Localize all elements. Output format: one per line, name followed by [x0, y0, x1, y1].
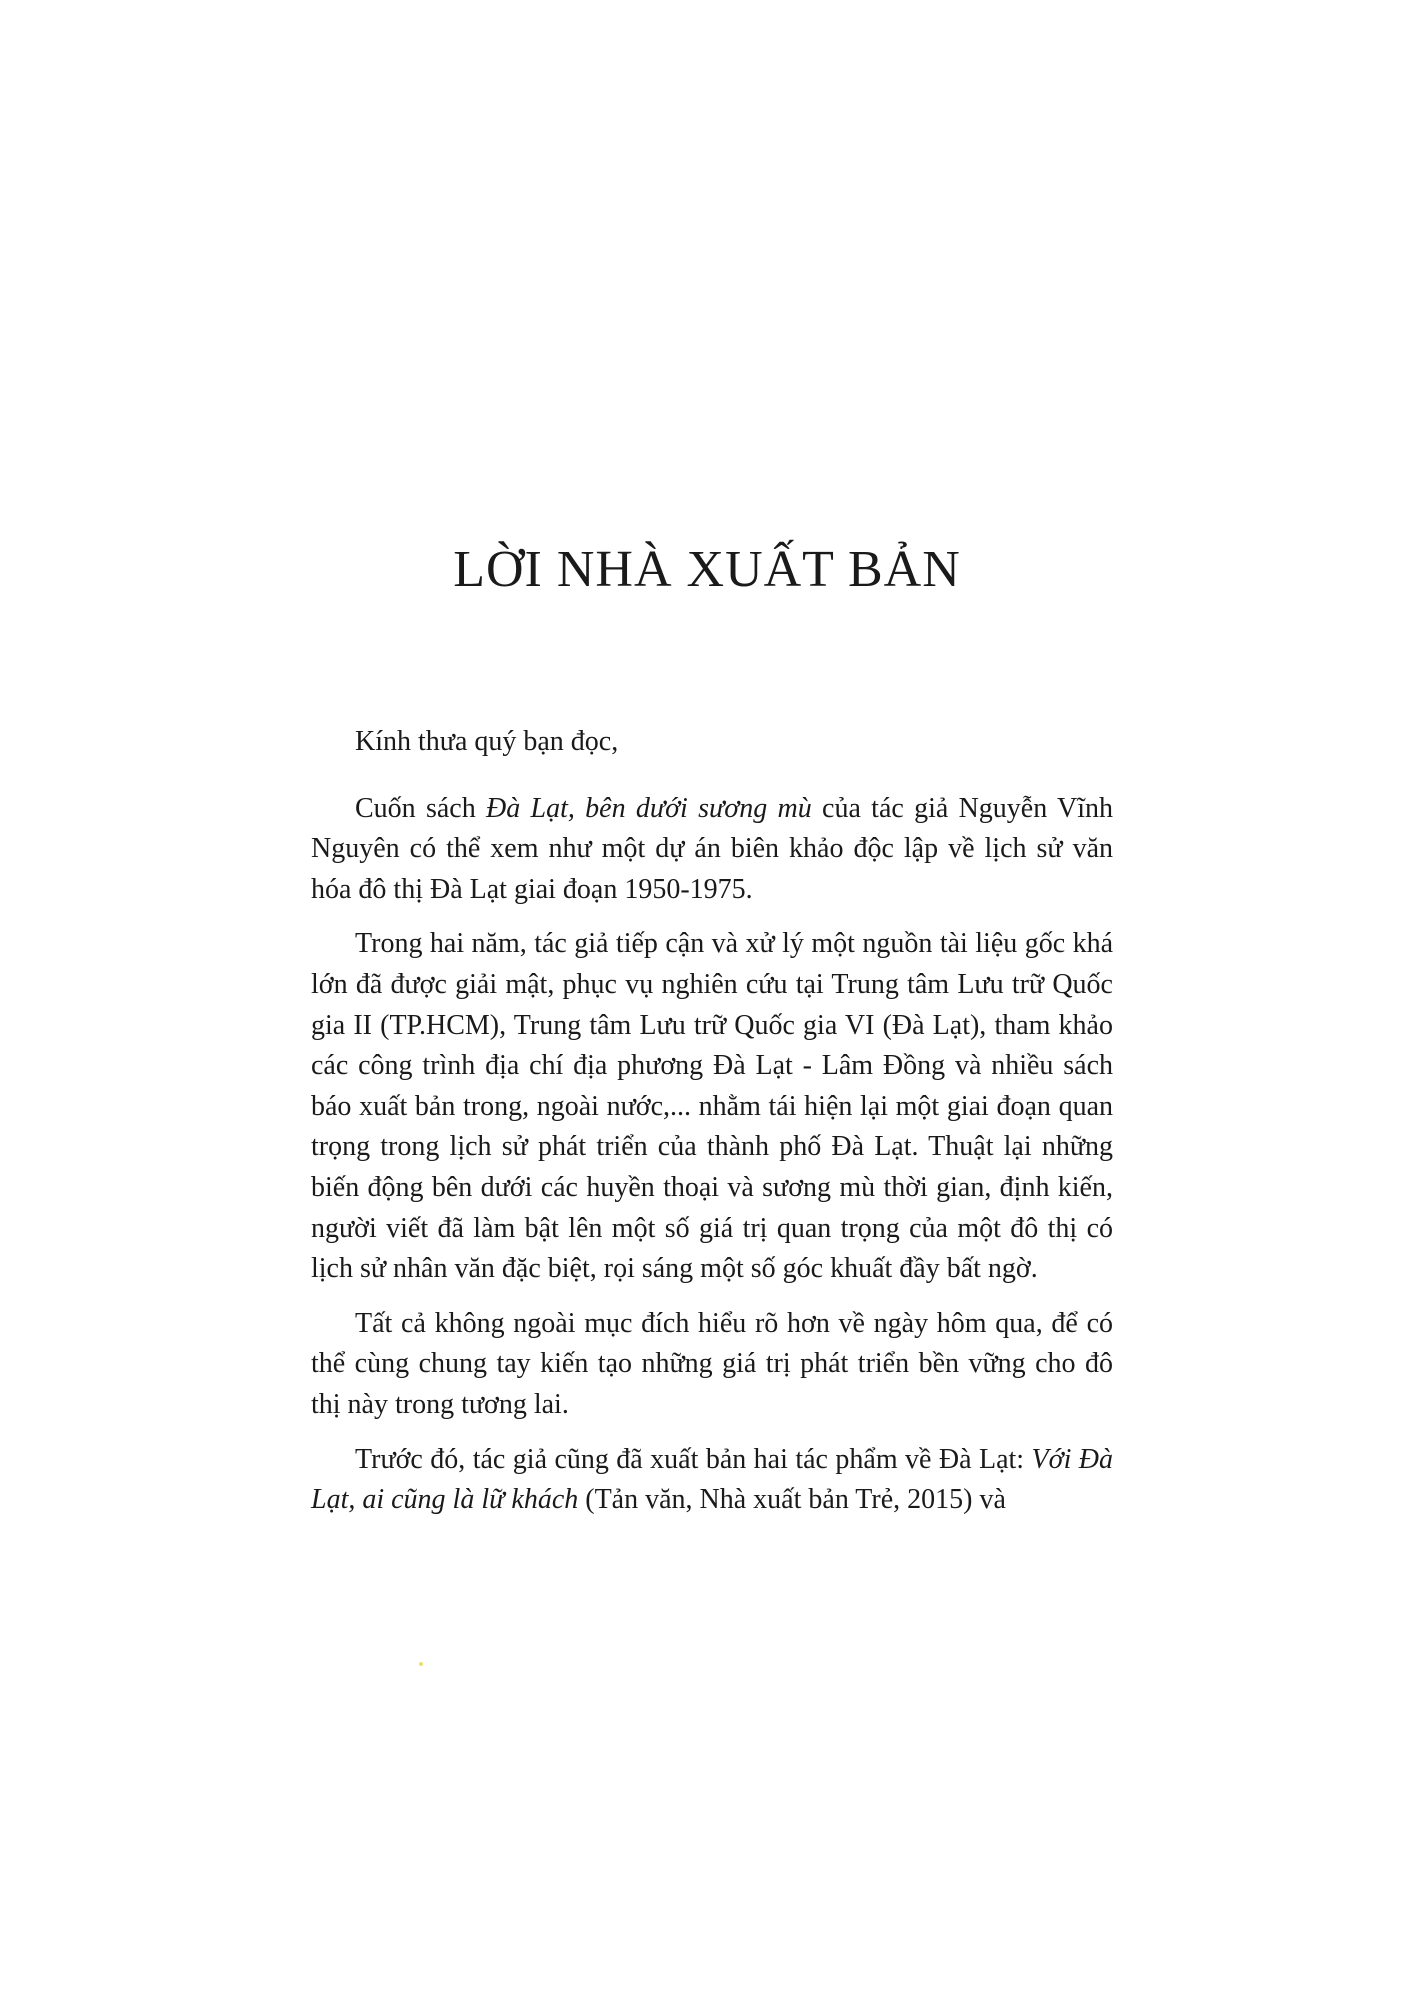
book-title-voi-da-lat: Với Đà Lạt, ai cũng là lữ khách	[311, 1443, 1113, 1516]
paragraph-2: Trong hai năm, tác giả tiếp cận và xử lý một nguồn tài liệu gốc khá lớn đã được giải mật, phục vụ nghiên cứu tại Trung tâm Lưu trữ Quốc gia II (TP.HCM), Trung tâm Lưu trữ Quốc gia VI (Đà Lạt), tham khảo các công trình địa chí địa phương Đà Lạt - Lâm Đồng và nhiều sách báo xuất bản trong, ngoài nước,... nhằm tái hiện lại một giai đoạn quan trọng trong lịch sử phát triển của thành phố Đà Lạt. Thuật lại những biến động bên dưới các huyền thoại và sương mù thời gian, định kiến, người viết đã làm bật lên một số giá trị quan trọng của một đô thị có lịch sử nhân văn đặc biệt, rọi sáng một số góc khuất đầy bất ngờ.	[311, 928, 1113, 1285]
book-title-da-lat-ben-duoi-suong-mu: Đà Lạt, bên dưới sương mù	[486, 792, 812, 824]
paragraph-1-text-a: Cuốn sách	[355, 792, 486, 824]
yellow-speck	[419, 1662, 423, 1666]
paragraph-4-text-b: (Tản văn, Nhà xuất bản Trẻ, 2015) và	[578, 1484, 1006, 1516]
page-title: LỜI NHÀ XUẤT BẢN	[453, 541, 961, 598]
body-text	[311, 722, 1113, 1535]
paragraph-1-text-b: của tác giả Nguyễn Vĩnh Nguyên có thể xem như một dự án biên khảo độc lập về lịch sử văn hóa đô thị Đà Lạt giai đoạn 1950-1975.	[311, 792, 1114, 905]
paragraph-3: Tất cả không ngoài mục đích hiểu rõ hơn về ngày hôm qua, để có thể cùng chung tay kiến tạo những giá trị phát triển bền vững cho đô thị này trong tương lai.	[311, 1307, 1113, 1420]
paragraph-1	[311, 789, 1113, 911]
salutation: Kính thưa quý bạn đọc,	[355, 726, 619, 757]
paragraph-4	[311, 1440, 1113, 1521]
paragraph-4-text-a: Trước đó, tác giả cũng đã xuất bản hai tác phẩm về Đà Lạt:	[355, 1443, 1032, 1475]
